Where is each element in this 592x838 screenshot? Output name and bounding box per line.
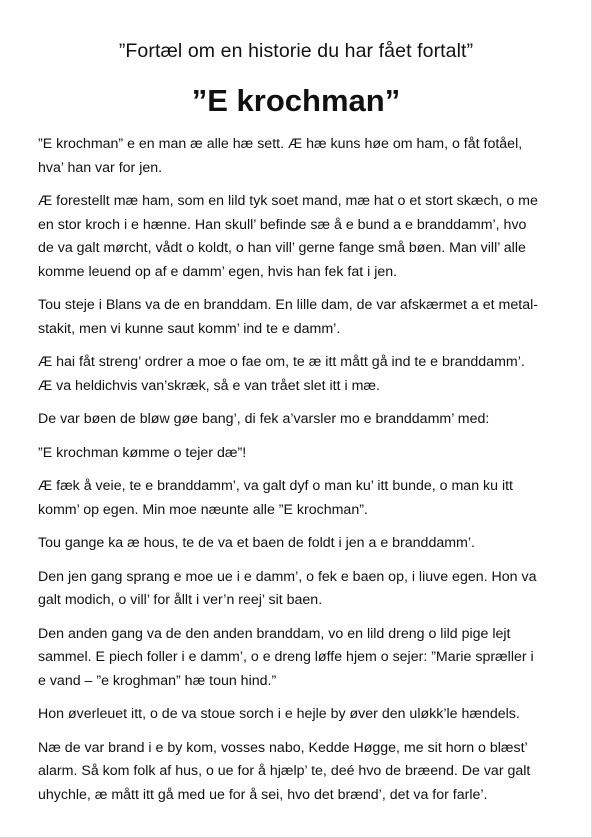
paragraph bbox=[38, 442, 558, 466]
document-title: ”E krochman” bbox=[191, 83, 401, 118]
text-line: sammel. E piech foller i e damm’, o e dreng løffe hjem o sejer: ”Marie spræller i bbox=[38, 649, 534, 665]
paragraph bbox=[38, 133, 558, 180]
text-line: Æ fæk å veie, te e branddamm’, va galt dyf o man ku’ itt bunde, o man ku itt bbox=[38, 478, 513, 494]
text-line: Tou steje i Blans va de en branddam. En lille dam, de var afskærmet a et metal- bbox=[38, 297, 538, 313]
text-line: uhychle, æ mått itt gå med ue for å sei, hvo det brænd’, det va for farle’. bbox=[38, 786, 488, 803]
text-line: ”E krochman” e en man æ alle hæ sett. Æ hæ kuns høe om ham, o fåt fotåel, bbox=[38, 136, 523, 152]
document-subtitle: ”Fortæl om en historie du har fået fortalt” bbox=[118, 40, 474, 62]
text-line: Næ de var brand i e by kom, vosses nabo, Kedde Høgge, me sit horn o blæst’ bbox=[38, 739, 528, 756]
paragraph bbox=[38, 532, 558, 556]
paragraph bbox=[38, 703, 558, 727]
text-line: de va galt mørcht, vådt o koldt, o han vill’ gerne fange små bøen. Man vill’ alle bbox=[38, 240, 526, 256]
text-line: komm’ op egen. Min moe næunte alle ”E krochman”. bbox=[38, 501, 368, 518]
text-line: stakit, men vi kunne saut komm’ ind te e damm’. bbox=[38, 320, 341, 337]
text-line: Den jen gang sprang e moe ue i e damm’, o fek e baen op, i liuve egen. Hon va bbox=[38, 568, 537, 585]
document-body bbox=[38, 133, 558, 817]
text-line: Hon øverleuet itt, o de va stoue sorch i e hejle by øver den uløkk’le hændels. bbox=[38, 706, 520, 722]
paragraph bbox=[38, 475, 558, 522]
text-line: komme leuend op af e damm’ egen, hvis han fek fat i jen. bbox=[38, 263, 398, 280]
text-line: e vand – ”e kroghman” hæ toun hind.” bbox=[38, 672, 277, 689]
text-line: en stor kroch i e hænne. Han skull’ befinde sæ å e bund a e branddamm’, hvo bbox=[38, 216, 527, 233]
text-line: Æ forestellt mæ ham, som en lild tyk soet mand, mæ hat o et stort skæch, o me bbox=[38, 193, 538, 209]
text-line: Den anden gang va de den anden branddam, vo en lild dreng o lild pige lejt bbox=[38, 625, 511, 642]
text-line: galt modich, o vill’ for ållt i ver’n reej’ sit baen. bbox=[38, 592, 323, 608]
text-line: Æ va heldichvis van’skræk, så e van trået slet itt i mæ. bbox=[38, 377, 380, 394]
paragraph bbox=[38, 566, 558, 613]
paragraph bbox=[38, 351, 558, 398]
paragraph bbox=[38, 623, 558, 694]
paragraph bbox=[38, 190, 558, 284]
text-line: ”E krochman kømme o tejer dæ”! bbox=[38, 444, 247, 461]
text-line: Tou gange ka æ hous, te de va et baen de foldt i jen a e branddamm’. bbox=[38, 535, 475, 551]
paragraph bbox=[38, 408, 558, 432]
text-line: De var bøen de bløw gøe bang’, di fek a’varsler mo e branddamm’ med: bbox=[38, 411, 490, 427]
text-line: alarm. Så kom folk af hus, o ue for å hjælp’ te, deé hvo de bræend. De var galt bbox=[38, 763, 531, 779]
paragraph bbox=[38, 737, 558, 808]
text-line: Æ hai fåt streng’ ordrer a moe o fae om, te æ itt mått gå ind te e branddamm’. bbox=[38, 354, 525, 370]
paragraph bbox=[38, 294, 558, 341]
text-line: hva’ han var for jen. bbox=[38, 159, 163, 176]
